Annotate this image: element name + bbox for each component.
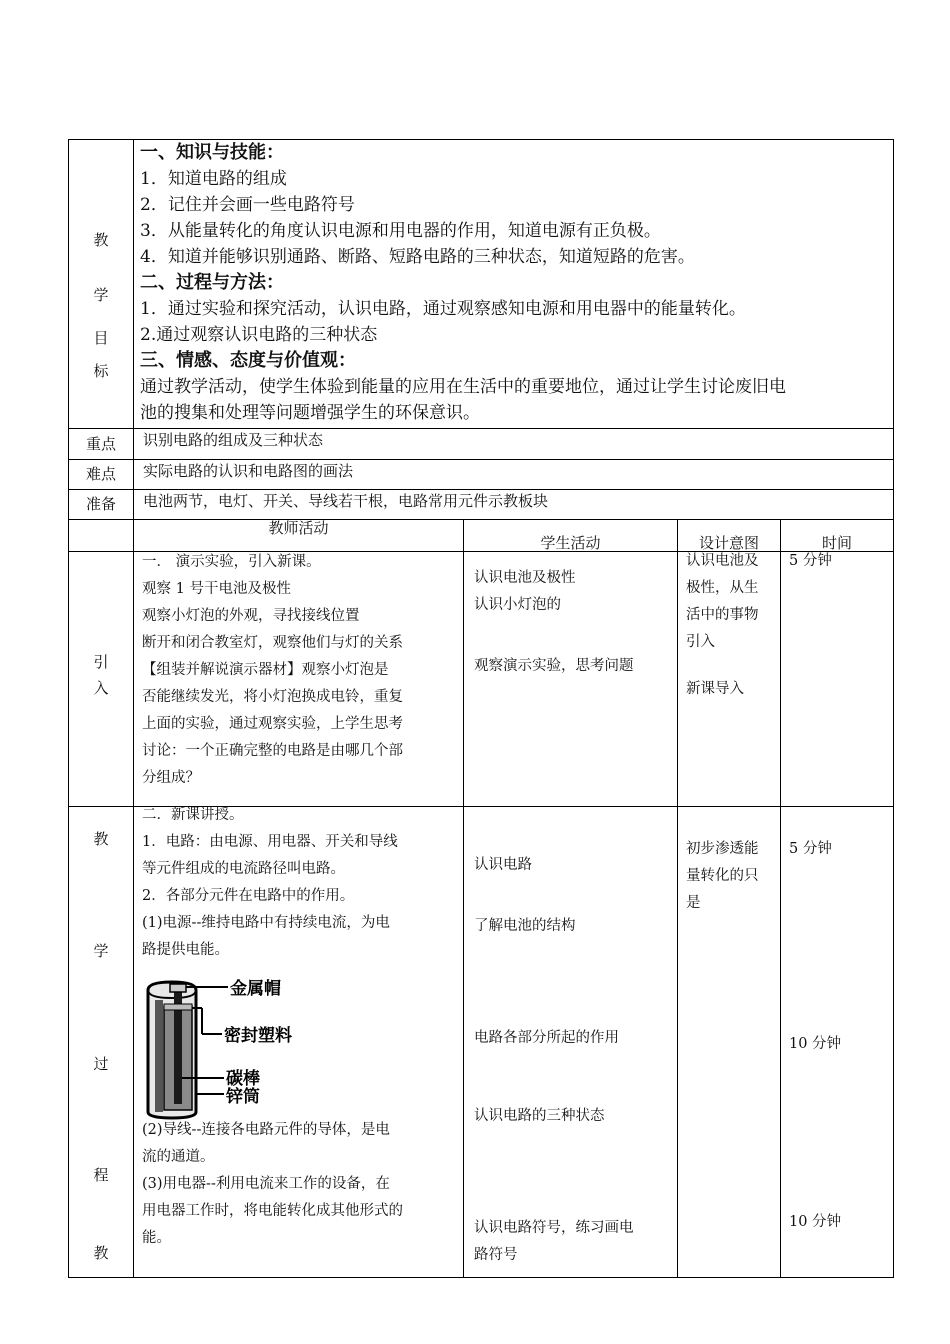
intro-label-char: 入	[93, 679, 109, 697]
key-points-label: 重点	[85, 435, 116, 453]
preparation-text: 电池两节，电灯、开关、导线若干根，电路常用元件示教板块	[143, 492, 549, 510]
column-divider	[677, 519, 678, 1278]
objectives-label-char: 目	[93, 329, 109, 347]
text-line: 上面的实验，通过观察实验，上学生思考	[142, 716, 403, 732]
battery-label-sealing-plastic: 密封塑料	[224, 1026, 292, 1046]
battery-label-zinc-can: 锌筒	[226, 1087, 260, 1107]
table-left-border	[68, 139, 69, 1278]
text-line: 认识小灯泡的	[474, 597, 561, 613]
intro-student-activity	[474, 565, 576, 619]
text-line: 是	[686, 895, 701, 911]
table-bottom-border	[68, 1277, 894, 1278]
text-line: 能。	[142, 1230, 171, 1246]
text-line: 否能继续发光，将小灯泡换成电铃，重复	[142, 689, 403, 705]
text-line: 【组装并解说演示器材】观察小灯泡是	[142, 662, 389, 678]
intro-teacher-activity	[142, 549, 403, 792]
text-line: (1)电源--维持电路中有持续电流，为电	[142, 915, 390, 931]
text-line: 认识电池及极性	[474, 570, 576, 586]
text-line: 观察小灯泡的外观，寻找接线位置	[142, 608, 360, 624]
process-label-char: 教	[93, 830, 109, 848]
process-student-activity: 电路各部分所起的作用	[474, 1030, 619, 1046]
text-line: 认识电路符号，练习画电	[474, 1220, 634, 1236]
objective-item: 1．知道电路的组成	[140, 169, 287, 189]
process-time: 5 分钟	[789, 841, 832, 857]
text-line: 初步渗透能	[686, 841, 759, 857]
key-points-text: 识别电路的组成及三种状态	[143, 431, 324, 449]
column-divider	[463, 519, 464, 1278]
text-line: 1．电路：由电源、用电器、开关和导线	[142, 834, 398, 850]
process-label-char: 程	[93, 1166, 109, 1184]
process-student-activity: 了解电池的结构	[474, 918, 576, 934]
intro-design-intent-2: 新课导入	[686, 681, 744, 697]
process-label-char: 学	[93, 942, 109, 960]
process-label-char: 过	[93, 1055, 109, 1073]
battery-structure-figure	[142, 978, 312, 1120]
process-time: 10 分钟	[789, 1036, 842, 1052]
objective-section-heading: 一、知识与技能：	[140, 142, 284, 163]
objective-section-heading: 三、情感、态度与价值观：	[140, 350, 356, 371]
battery-label-carbon-rod: 碳棒	[226, 1069, 260, 1089]
text-line: 极性，从生	[686, 580, 759, 596]
text-line: 讨论：一个正确完整的电路是由哪几个部	[142, 743, 403, 759]
objectives-content	[140, 140, 892, 426]
process-student-activity: 认识电路	[474, 857, 532, 873]
objectives-label-char: 教	[93, 231, 109, 249]
text-line: 观察 1 号干电池及极性	[142, 581, 291, 597]
header-teacher-activity: 教师活动	[268, 519, 329, 537]
text-line: 断开和闭合教室灯，观察他们与灯的关系	[142, 635, 403, 651]
text-line: 量转化的只	[686, 868, 759, 884]
intro-label-char: 引	[93, 653, 109, 671]
battery-label-metal-cap: 金属帽	[230, 979, 281, 999]
objectives-label-char: 学	[93, 286, 109, 304]
process-student-activity: 认识电路的三种状态	[474, 1108, 605, 1124]
text-line: 路符号	[474, 1247, 518, 1263]
text-line: 二．新课讲授。	[142, 807, 244, 823]
label-column-divider	[133, 139, 134, 1278]
text-line: 引入	[686, 634, 715, 650]
text-line: 流的通道。	[142, 1149, 215, 1165]
intro-student-activity-2: 观察演示实验，思考问题	[474, 658, 634, 674]
difficulties-label: 难点	[85, 465, 116, 483]
objective-item: 2.通过观察认识电路的三种状态	[140, 325, 378, 345]
process-label-char: 教	[93, 1244, 109, 1262]
objective-item: 1．通过实验和探究活动，认识电路，通过观察感知电源和用电器中的能量转化。	[140, 299, 746, 319]
text-line: (2)导线--连接各电路元件的导体，是电	[142, 1122, 390, 1138]
objective-paragraph: 池的搜集和处理等问题增强学生的环保意识。	[140, 403, 480, 423]
text-line: 用电器工作时，将电能转化成其他形式的	[142, 1203, 403, 1219]
text-line: (3)用电器--利用电流来工作的设备，在	[142, 1176, 390, 1192]
header-design-intent: 设计意图	[698, 534, 759, 552]
intro-time: 5 分钟	[789, 553, 832, 569]
difficulties-text: 实际电路的认识和电路图的画法	[143, 462, 354, 480]
process-student-activity	[474, 1215, 634, 1269]
intro-design-intent	[686, 548, 759, 656]
preparation-label: 准备	[85, 495, 116, 513]
text-line: 路提供电能。	[142, 942, 229, 958]
objective-item: 4．知道并能够识别通路、断路、短路电路的三种状态，知道短路的危害。	[140, 247, 695, 267]
process-design-intent	[686, 836, 759, 917]
column-divider	[780, 519, 781, 1278]
process-teacher-activity-top	[142, 802, 398, 964]
text-line: 一． 演示实验，引入新课。	[142, 554, 321, 570]
text-line: 2．各部分元件在电路中的作用。	[142, 888, 355, 904]
objective-item: 2．记住并会画一些电路符号	[140, 195, 355, 215]
text-line: 等元件组成的电流路径叫电路。	[142, 861, 345, 877]
header-student-activity: 学生活动	[540, 534, 601, 552]
table-right-border	[893, 139, 894, 1278]
objective-paragraph: 通过教学活动，使学生体验到能量的应用在生活中的重要地位，通过让学生讨论废旧电	[140, 377, 786, 397]
header-time: 时间	[821, 534, 852, 552]
objective-item: 3．从能量转化的角度认识电源和用电器的作用，知道电源有正负极。	[140, 221, 661, 241]
text-line: 认识电池及	[686, 553, 759, 569]
text-line: 分组成？	[142, 770, 200, 786]
objective-section-heading: 二、过程与方法：	[140, 272, 284, 293]
process-teacher-activity-bottom	[142, 1117, 403, 1252]
process-time: 10 分钟	[789, 1214, 842, 1230]
text-line: 活中的事物	[686, 607, 759, 623]
objectives-label-char: 标	[93, 362, 109, 380]
